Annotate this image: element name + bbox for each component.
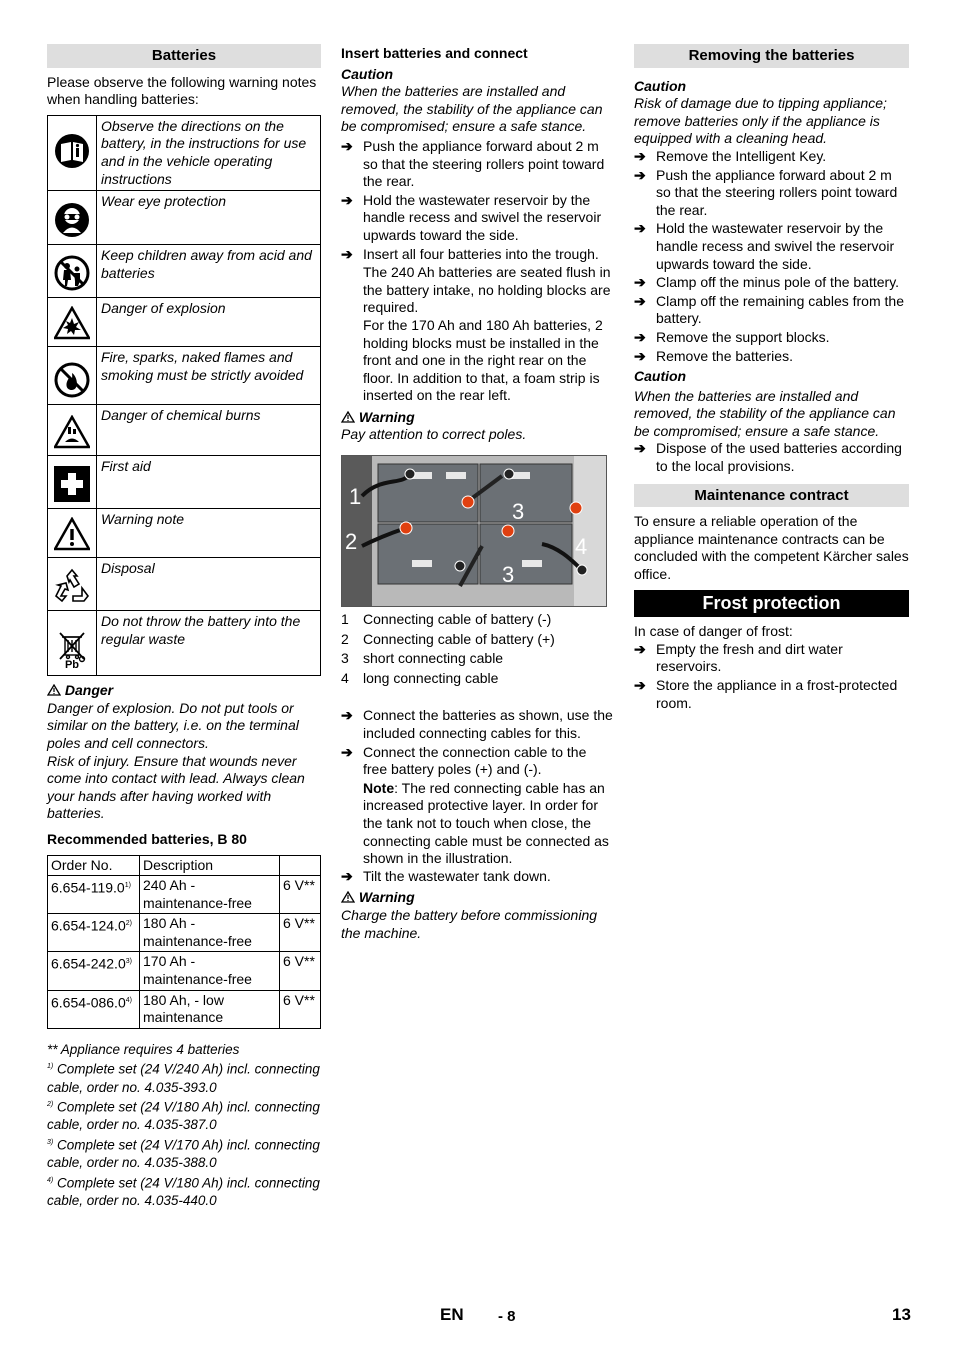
voltage-cell: 6 V** xyxy=(280,914,321,952)
caption-text: short connecting cable xyxy=(363,650,504,667)
order-number: 6.654-119.0 xyxy=(51,879,125,896)
step-text: Clamp off the minus pole of the battery. xyxy=(656,274,900,291)
danger-text-1: Danger of explosion. Do not put tools or similar on the battery, i.e. on the terminal poles and cell connectors. xyxy=(47,699,299,751)
insert-note-2: For the 170 Ah and 180 Ah batteries, 2 holding blocks must be installed in the front and one in the right rear on the floor. In addition to that, a foam strip is inserted on the rear left. xyxy=(363,316,603,404)
section-heading-removing: Removing the batteries xyxy=(634,44,909,68)
caption-number: 4 xyxy=(341,669,349,686)
note-text: : The red connecting cable has an increased protective layer. In order for the tank not to touch when close, the connecting cable must be connected as shown in the illustration. xyxy=(363,779,609,867)
warning-text: Charge the battery before commissioning the machine. xyxy=(341,906,598,941)
step-item xyxy=(634,641,909,676)
photo-label: 2 xyxy=(345,529,358,555)
warning-text: Do not throw the battery into the regular waste xyxy=(97,611,321,676)
table-header-row xyxy=(48,855,321,876)
warning-text: Wear eye protection xyxy=(97,191,321,245)
warning-text: Fire, sparks, naked flames and smoking must be strictly avoided xyxy=(97,347,321,405)
description-cell: 180 Ah, - low maintenance xyxy=(140,990,280,1028)
warning-label xyxy=(341,409,613,427)
order-number: 6.654-086.0 xyxy=(51,994,126,1011)
note-label: Note xyxy=(363,779,395,796)
connection-note xyxy=(341,780,613,868)
arrow-right-icon: ➔ xyxy=(634,147,646,164)
warning-label-text: Warning xyxy=(358,408,415,425)
warning-label xyxy=(341,889,613,907)
caution-text: Risk of damage due to tipping appliance; remove batteries only if the appliance is equipped with a cleaning head. xyxy=(634,95,887,147)
footnote-text: Complete set (24 V/180 Ah) incl. connecting cable, order no. 4.035-387.0 xyxy=(47,1099,320,1133)
step-text: Remove the Intelligent Key. xyxy=(656,147,827,164)
step-item xyxy=(634,148,909,166)
step-item xyxy=(634,329,909,347)
photo-captions xyxy=(341,611,613,687)
step-text: Push the appliance forward about 2 m so that the steering rollers point toward the rear. xyxy=(363,137,605,190)
step-text: Hold the wastewater reservoir by the handle recess and swivel the reservoir upwards toward the side. xyxy=(363,191,602,243)
caption-text: Connecting cable of battery (-) xyxy=(363,611,552,628)
table-row xyxy=(48,990,321,1028)
batteries-table xyxy=(47,855,321,1029)
warning-text: Danger of explosion xyxy=(97,298,321,347)
warning-row xyxy=(48,405,321,456)
footnote xyxy=(47,1058,321,1096)
explosion-icon xyxy=(48,298,97,347)
order-cell xyxy=(48,914,140,952)
arrow-right-icon: ➔ xyxy=(634,440,646,457)
order-cell xyxy=(48,990,140,1028)
caption-text: long connecting cable xyxy=(363,669,499,686)
footer-sub-page: - 8 xyxy=(498,1308,516,1325)
no-fire-icon xyxy=(48,347,97,405)
caption-number: 1 xyxy=(341,611,349,628)
step-text: Remove the support blocks. xyxy=(656,328,830,345)
recommended-batteries-heading: Recommended batteries, B 80 xyxy=(47,830,247,847)
step-text: Hold the wastewater reservoir by the handle recess and swivel the reservoir upwards toward the side. xyxy=(656,220,895,272)
step-text: Connect the connection cable to the free battery poles (+) and (-). xyxy=(363,743,587,778)
warning-row xyxy=(48,191,321,245)
arrow-right-icon: ➔ xyxy=(341,707,353,724)
step-item xyxy=(634,220,909,273)
step-text: Insert all four batteries into the trough. xyxy=(363,245,599,262)
footnote-mark: 1) xyxy=(47,1063,54,1071)
header-description: Description xyxy=(140,855,280,876)
footnotes xyxy=(47,1041,321,1209)
step-text: Empty the fresh and dirt water reservoirs. xyxy=(656,640,843,675)
recycle-icon xyxy=(48,558,97,611)
footer-page-number: 13 xyxy=(892,1305,911,1324)
caution-label: Caution xyxy=(341,65,394,82)
warning-triangle-icon xyxy=(341,411,355,423)
step-item xyxy=(634,440,909,475)
step-item xyxy=(341,246,613,264)
column-insert-batteries xyxy=(341,44,613,942)
arrow-right-icon: ➔ xyxy=(634,292,646,309)
warning-triangle-icon xyxy=(47,684,61,696)
no-waste-bin-icon xyxy=(48,611,97,676)
chemical-burn-icon xyxy=(48,405,97,456)
children-away-icon xyxy=(48,245,97,298)
arrow-right-icon: ➔ xyxy=(341,137,353,154)
step-item xyxy=(341,868,613,886)
warning-text: Disposal xyxy=(97,558,321,611)
column-batteries xyxy=(47,44,321,1209)
arrow-right-icon: ➔ xyxy=(634,166,646,183)
arrow-right-icon: ➔ xyxy=(341,867,353,884)
warning-row xyxy=(48,245,321,298)
arrow-right-icon: ➔ xyxy=(341,245,353,262)
warning-text: First aid xyxy=(97,456,321,509)
voltage-cell: 6 V** xyxy=(280,876,321,914)
header-voltage xyxy=(280,855,321,876)
description-cell: 180 Ah - maintenance-free xyxy=(140,914,280,952)
caution-text: When the batteries are installed and removed, the stability of the appliance can be compromised; ensure a safe stance. xyxy=(341,83,603,135)
description-cell: 240 Ah - maintenance-free xyxy=(140,876,280,914)
footnote-text: Complete set (24 V/170 Ah) incl. connecting cable, order no. 4.035-388.0 xyxy=(47,1137,320,1170)
voltage-cell: 6 V** xyxy=(280,952,321,990)
order-number: 6.654-124.0 xyxy=(51,917,126,934)
photo-label: 1 xyxy=(349,484,362,510)
caption-item xyxy=(341,611,613,629)
warning-symbols-table xyxy=(47,115,321,676)
warning-text: Keep children away from acid and batteries xyxy=(97,245,321,298)
arrow-right-icon: ➔ xyxy=(634,677,646,693)
warning-row xyxy=(48,347,321,405)
footnote-text: Complete set (24 V/180 Ah) incl. connecting cable, order no. 4.035-440.0 xyxy=(47,1175,320,1208)
arrow-right-icon: ➔ xyxy=(341,743,353,760)
step-item xyxy=(634,293,909,328)
warning-label-text: Warning xyxy=(358,889,415,906)
step-item xyxy=(634,348,909,366)
step-item xyxy=(634,677,909,712)
column-removing xyxy=(634,44,909,713)
step-item xyxy=(341,744,613,779)
warning-row xyxy=(48,611,321,676)
photo-label: 3 xyxy=(512,499,525,525)
table-row xyxy=(48,876,321,914)
maintenance-text: To ensure a reliable operation of the appliance maintenance contracts can be concluded with the competent Kärcher sales office. xyxy=(634,513,909,583)
step-text: Connect the batteries as shown, use the included connecting cables for this. xyxy=(363,707,613,742)
footnote-text: Complete set (24 V/240 Ah) incl. connecting cable, order no. 4.035-393.0 xyxy=(47,1061,320,1095)
warning-text: Warning note xyxy=(97,509,321,558)
batteries-intro: Please observe the following warning notes when handling batteries: xyxy=(47,73,317,108)
footnote xyxy=(47,1041,321,1059)
step-text: Push the appliance forward about 2 m so that the steering rollers point toward the rear. xyxy=(656,166,898,218)
arrow-right-icon: ➔ xyxy=(634,328,646,345)
section-heading-frost: Frost protection xyxy=(634,590,909,618)
footer-language: EN xyxy=(440,1305,464,1324)
caution-label: Caution xyxy=(634,77,687,94)
footnote xyxy=(47,1172,321,1210)
warning-row xyxy=(48,456,321,509)
caption-item xyxy=(341,650,613,668)
caution-label: Caution xyxy=(634,368,687,385)
footnote xyxy=(47,1096,321,1134)
danger-label-text: Danger xyxy=(64,682,114,699)
order-footnote-mark: 2) xyxy=(125,920,132,928)
order-cell xyxy=(48,952,140,990)
section-heading-maintenance: Maintenance contract xyxy=(634,484,909,508)
warning-row xyxy=(48,558,321,611)
arrow-right-icon: ➔ xyxy=(634,220,646,237)
footnote-mark: 3) xyxy=(47,1138,54,1146)
footnote-mark: 4) xyxy=(47,1176,54,1184)
table-row xyxy=(48,952,321,990)
warning-text: Pay attention to correct poles. xyxy=(341,426,527,443)
warning-row xyxy=(48,115,321,190)
insert-batteries-heading: Insert batteries and connect xyxy=(341,45,528,61)
order-cell xyxy=(48,876,140,914)
caption-item xyxy=(341,631,613,649)
step-item xyxy=(341,707,613,742)
battery-photo xyxy=(341,455,607,607)
caption-text: Connecting cable of battery (+) xyxy=(363,630,555,647)
footnote-mark: ** xyxy=(47,1041,58,1057)
step-text: Dispose of the used batteries according to the local provisions. xyxy=(656,440,902,475)
voltage-cell: 6 V** xyxy=(280,990,321,1028)
danger-label xyxy=(47,682,321,700)
warning-triangle-icon xyxy=(341,891,355,903)
step-item xyxy=(341,138,613,191)
photo-label: 4 xyxy=(575,534,588,560)
step-item xyxy=(341,192,613,245)
caption-item xyxy=(341,670,613,688)
warning-icon xyxy=(48,509,97,558)
manual-icon xyxy=(48,115,97,190)
warning-text: Observe the directions on the battery, in the instructions for use and in the vehicle operating instructions xyxy=(97,115,321,190)
danger-text-2: Risk of injury. Ensure that wounds never come into contact with lead. Always clean your hands after having worked with batteries. xyxy=(47,752,305,822)
description-cell: 170 Ah - maintenance-free xyxy=(140,952,280,990)
pb-label: Pb xyxy=(64,658,80,669)
caption-number: 2 xyxy=(341,630,349,647)
step-text: Clamp off the remaining cables from the battery. xyxy=(656,292,904,327)
footnote xyxy=(47,1134,321,1172)
table-row xyxy=(48,914,321,952)
arrow-right-icon: ➔ xyxy=(341,191,353,208)
order-number: 6.654-242.0 xyxy=(51,956,126,973)
eye-protection-icon xyxy=(48,191,97,245)
caption-number: 3 xyxy=(341,650,349,667)
first-aid-icon xyxy=(48,456,97,509)
warning-text: Danger of chemical burns xyxy=(97,405,321,456)
step-text: Tilt the wastewater tank down. xyxy=(363,867,551,884)
footnote-text: Appliance requires 4 batteries xyxy=(60,1041,240,1057)
order-footnote-mark: 1) xyxy=(124,882,131,890)
insert-note-1: The 240 Ah batteries are seated flush in the battery intake, no holding blocks are required. xyxy=(363,264,611,316)
warning-row xyxy=(48,509,321,558)
arrow-right-icon: ➔ xyxy=(634,640,646,657)
step-text: Store the appliance in a frost-protected room. xyxy=(656,677,898,711)
order-footnote-mark: 4) xyxy=(125,996,132,1004)
photo-label: 3 xyxy=(502,562,515,588)
section-heading-batteries: Batteries xyxy=(47,44,321,68)
order-footnote-mark: 3) xyxy=(125,958,132,966)
arrow-right-icon: ➔ xyxy=(634,347,646,364)
step-text: Remove the batteries. xyxy=(656,347,793,364)
warning-row xyxy=(48,298,321,347)
arrow-right-icon: ➔ xyxy=(634,274,646,291)
caution-text: When the batteries are installed and removed, the stability of the appliance can be compromised; ensure a safe stance. xyxy=(634,387,896,439)
danger-box xyxy=(47,682,321,823)
step-item xyxy=(634,167,909,220)
frost-intro: In case of danger of frost: xyxy=(634,623,793,640)
header-order: Order No. xyxy=(48,855,140,876)
footnote-mark: 2) xyxy=(47,1101,54,1109)
step-item xyxy=(634,274,909,292)
